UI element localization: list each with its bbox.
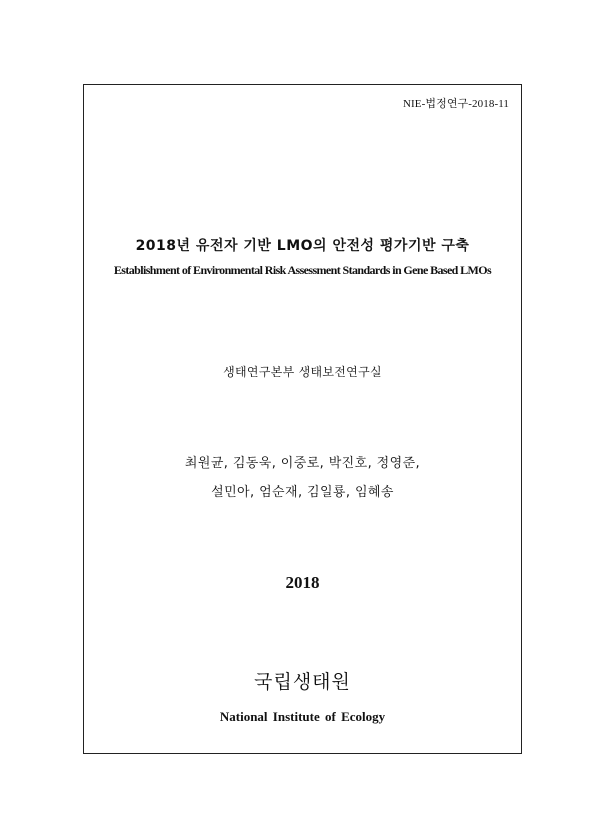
- authors-line-2: 설민아, 엄순재, 김일룡, 임혜송: [211, 485, 394, 500]
- report-code: NIE-법정연구-2018-11: [402, 98, 509, 110]
- research-division: 생태연구본부 생태보전연구실: [223, 365, 382, 379]
- cover-frame: [83, 84, 522, 754]
- authors-line-1: 최원균, 김동욱, 이중로, 박진호, 정영준,: [184, 456, 421, 471]
- institute-name-english: National Institute of Ecology: [219, 709, 386, 724]
- publication-year: 2018: [285, 573, 320, 592]
- institute-name-korean: 국립생태원: [254, 671, 351, 693]
- title-korean: 2018년 유전자 기반 LMO의 안전성 평가기반 구축: [135, 238, 470, 254]
- title-english: Establishment of Environmental Risk Assessment Standards in Gene Based LMOs: [113, 263, 492, 277]
